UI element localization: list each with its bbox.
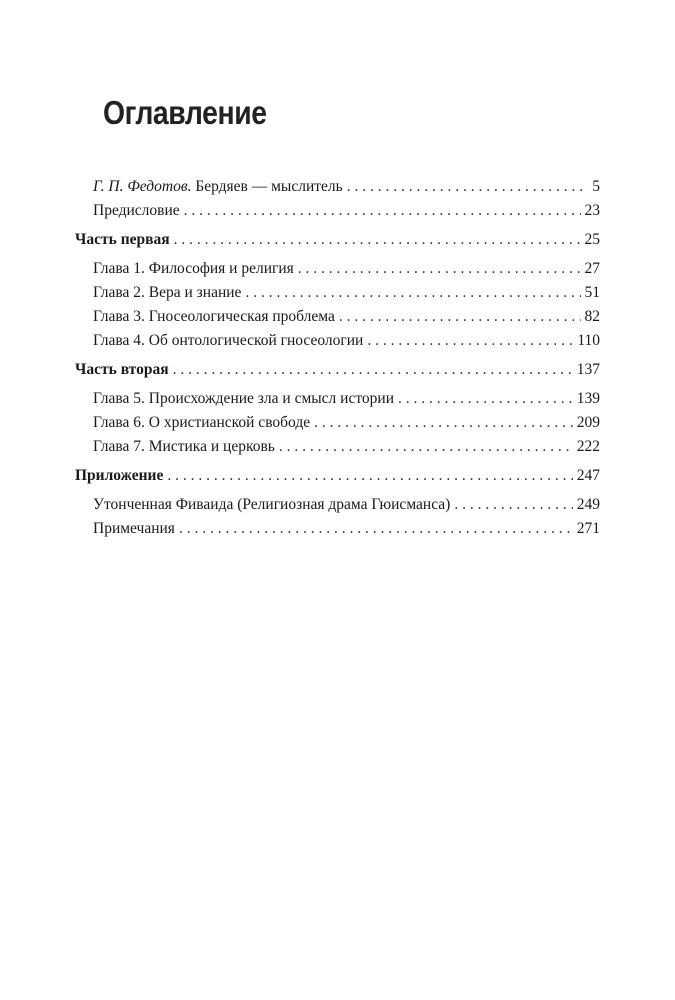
toc-entry-chapter-6[interactable] [75, 411, 600, 435]
toc-entry-page: 23 [584, 202, 600, 219]
toc-entry-page: 27 [584, 260, 600, 277]
dot-leader [179, 517, 573, 541]
toc-entry-label: Утонченная Фиваида (Религиозная драма Гюисманса) [93, 496, 451, 513]
dot-leader [173, 358, 573, 382]
toc-entry-page: 139 [576, 390, 600, 407]
dot-leader [184, 199, 581, 223]
dot-leader [314, 411, 573, 435]
dot-leader [245, 281, 580, 305]
toc-entry-label: Примечания [93, 520, 175, 537]
toc-entry-label: Глава 1. Философия и религия [93, 260, 294, 277]
toc-entry-fedotov[interactable] [75, 175, 600, 199]
toc-entry-thebaid[interactable] [75, 493, 600, 517]
toc-entry-preface[interactable] [75, 199, 600, 223]
toc-entry-label: Часть первая [75, 231, 170, 248]
dot-leader [339, 305, 581, 329]
toc-entry-chapter-7[interactable] [75, 435, 600, 459]
toc-entry-label: Глава 5. Происхождение зла и смысл истории [93, 390, 394, 407]
toc-entry-chapter-3[interactable] [75, 305, 600, 329]
dot-leader [347, 175, 589, 199]
toc-entry-page: 82 [584, 308, 600, 325]
toc-entry-label: Приложение [75, 467, 164, 484]
toc-entry-label: Часть вторая [75, 361, 169, 378]
toc-entry-chapter-2[interactable] [75, 281, 600, 305]
toc-entry-notes[interactable] [75, 517, 600, 541]
toc-entry-page: 271 [576, 520, 600, 537]
toc-entry-label: Глава 2. Вера и знание [93, 284, 242, 301]
toc-entry-label: Бердяев — мыслитель [195, 178, 343, 195]
toc-entry-chapter-5[interactable] [75, 387, 600, 411]
toc-entry-chapter-1[interactable] [75, 257, 600, 281]
toc-entry-appendix[interactable] [75, 464, 600, 488]
toc-entry-page: 247 [576, 467, 600, 484]
page-title: Оглавление [103, 94, 267, 131]
dot-leader [398, 387, 573, 411]
toc-entry-part-two[interactable] [75, 358, 600, 382]
toc-entry-label: Глава 3. Гносеологическая проблема [93, 308, 335, 325]
toc-entry-label: Предисловие [93, 202, 180, 219]
dot-leader [454, 493, 572, 517]
toc-entry-page: 249 [576, 496, 600, 513]
toc-entry-page: 51 [584, 284, 600, 301]
toc-entry-page: 222 [576, 438, 600, 455]
toc-entry-page: 137 [576, 361, 600, 378]
dot-leader [367, 329, 573, 353]
toc-entry-author: Г. П. Федотов. [93, 178, 192, 195]
dot-leader [167, 464, 572, 488]
toc-entry-page: 209 [576, 414, 600, 431]
toc-entry-page: 110 [577, 332, 600, 349]
dot-leader [279, 435, 573, 459]
toc-entry-label: Глава 6. О христианской свободе [93, 414, 311, 431]
toc-entry-chapter-4[interactable] [75, 329, 600, 353]
toc-entry-part-one[interactable] [75, 228, 600, 252]
toc-entry-label: Глава 7. Мистика и церковь [93, 438, 275, 455]
toc-entry-page: 5 [592, 178, 600, 195]
dot-leader [298, 257, 581, 281]
dot-leader [174, 228, 581, 252]
toc-entry-label: Глава 4. Об онтологической гносеологии [93, 332, 364, 349]
toc-entry-page: 25 [584, 231, 600, 248]
table-of-contents [75, 175, 600, 541]
